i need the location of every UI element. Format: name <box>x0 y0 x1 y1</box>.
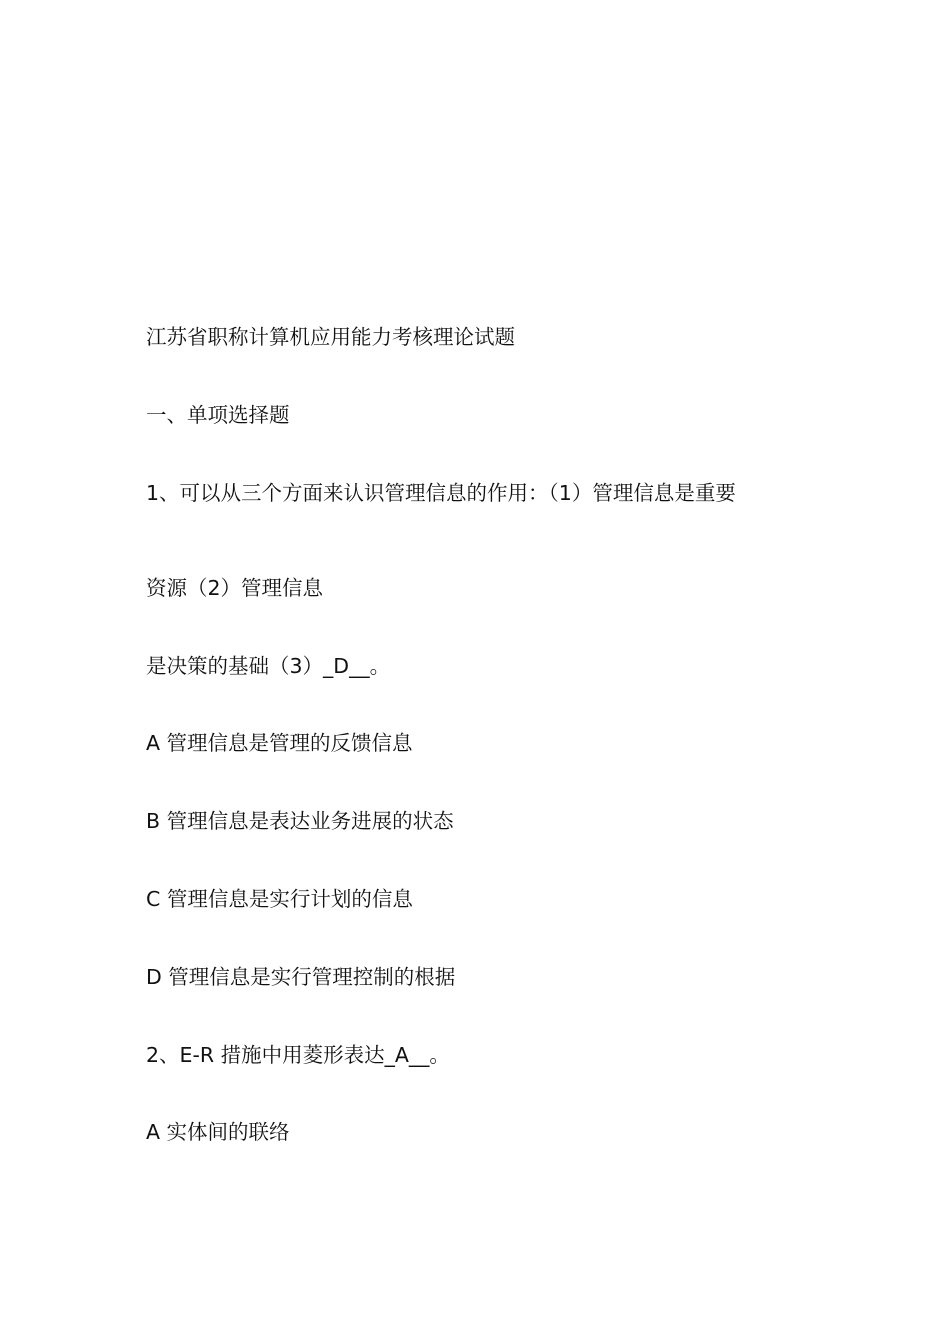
question-2-option-a: A 实体间的联络 <box>146 1120 290 1144</box>
document-title: 江苏省职称计算机应用能力考核理论试题 <box>146 325 515 349</box>
question-1-option-b: B 管理信息是表达业务进展的状态 <box>146 809 454 833</box>
question-1-text-line-3: 是决策的基础（3）_D__。 <box>146 654 391 678</box>
question-1-text-line-1: 1、可以从三个方面来认识管理信息的作用：（1）管理信息是重要 <box>146 481 736 505</box>
question-1-option-a: A 管理信息是管理的反馈信息 <box>146 731 413 755</box>
question-1-text-line-2: 资源（2）管理信息 <box>146 576 324 600</box>
section-heading: 一、单项选择题 <box>146 403 290 427</box>
question-2-text: 2、E-R 措施中用菱形表达_A__。 <box>146 1043 450 1067</box>
question-1-option-c: C 管理信息是实行计划的信息 <box>146 887 413 911</box>
question-1-option-d: D 管理信息是实行管理控制的根据 <box>146 965 456 989</box>
